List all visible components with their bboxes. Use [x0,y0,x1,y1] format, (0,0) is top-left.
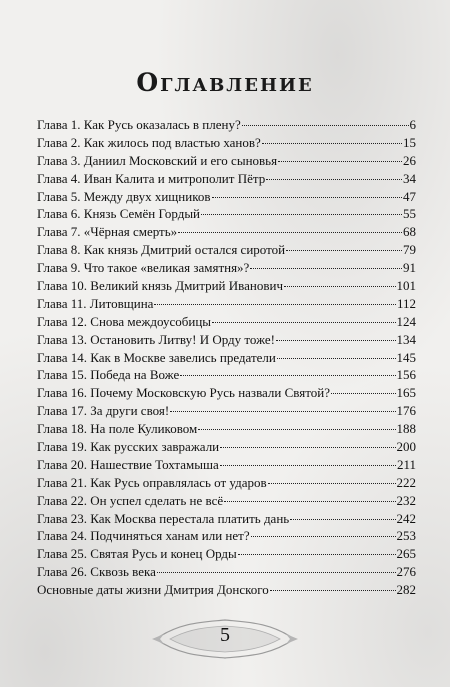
toc-leader-dots [212,321,395,323]
toc-entry-page: 112 [396,295,416,311]
toc-entry-title: Глава 11. Литовщина [37,295,154,311]
toc-entry [37,366,416,384]
toc-entry-page: 55 [403,206,416,222]
toc-entry-title: Глава 25. Святая Русь и конец Орды [37,546,237,562]
toc-leader-dots [262,142,402,144]
table-of-contents [37,116,416,599]
toc-entry [37,563,416,581]
toc-entry [37,402,416,420]
toc-entry-title: Глава 9. Что такое «великая замятня»? [37,260,250,276]
toc-leader-dots [270,589,396,591]
toc-leader-dots [250,267,402,269]
toc-entry [37,188,416,206]
toc-entry-page: 282 [396,582,416,598]
toc-entry [37,223,416,241]
toc-leader-dots [220,446,395,448]
toc-entry-page: 276 [396,564,416,580]
toc-leader-dots [220,464,396,466]
toc-entry-page: 26 [403,152,416,168]
toc-entry-title: Глава 15. Победа на Воже [37,367,180,383]
toc-entry [37,116,416,134]
toc-entry-title: Глава 18. На поле Куликовом [37,421,198,437]
toc-entry [37,510,416,528]
toc-entry-title: Глава 12. Снова междоусобицы [37,313,212,329]
toc-entry-title: Глава 8. Как князь Дмитрий остался сиротой [37,242,286,258]
toc-entry-title: Глава 13. Остановить Литву! И Орду тоже! [37,331,276,347]
toc-entry [37,152,416,170]
toc-entry-page: 124 [396,313,416,329]
toc-entry-title: Глава 17. За други своя! [37,403,170,419]
toc-entry-title: Глава 24. Подчиняться ханам или нет? [37,528,250,544]
toc-leader-dots [154,303,396,305]
toc-leader-dots [277,357,396,359]
toc-entry [37,295,416,313]
toc-entry-page: 68 [403,224,416,240]
toc-entry-page: 79 [403,242,416,258]
toc-entry-title: Глава 7. «Чёрная смерть» [37,224,178,240]
toc-entry [37,384,416,402]
toc-leader-dots [157,571,396,573]
toc-entry-page: 242 [396,510,416,526]
toc-leader-dots [212,196,402,198]
toc-leader-dots [284,285,396,287]
toc-entry-title: Глава 14. Как в Москве завелись предатели [37,349,276,365]
toc-entry-page: 91 [403,260,416,276]
toc-leader-dots [224,500,395,502]
toc-entry [37,527,416,545]
toc-entry-page: 176 [396,403,416,419]
toc-leader-dots [331,392,396,394]
toc-leader-dots [198,428,395,430]
toc-leader-dots [180,374,395,376]
toc-entry-page: 200 [396,439,416,455]
toc-entry-page: 253 [396,528,416,544]
toc-entry-title: Глава 3. Даниил Московский и его сыновья [37,152,278,168]
toc-entry [37,259,416,277]
page-number: 5 [220,624,230,646]
toc-leader-dots [276,339,395,341]
toc-entry [37,331,416,349]
toc-leader-dots [242,124,409,126]
toc-entry-title: Глава 10. Великий князь Дмитрий Иванович [37,278,283,294]
toc-entry-page: 47 [403,188,416,204]
toc-leader-dots [286,249,402,251]
toc-entry-page: 101 [396,278,416,294]
toc-entry-page: 34 [403,170,416,186]
toc-entry-title: Глава 2. Как жилось под властью ханов? [37,134,261,150]
toc-leader-dots [290,518,395,520]
toc-entry-page: 222 [396,474,416,490]
toc-entry-title: Глава 23. Как Москва перестала платить дань [37,510,290,526]
toc-entry-page: 211 [396,456,416,472]
toc-leader-dots [170,410,395,412]
toc-leader-dots [201,213,402,215]
toc-entry [37,277,416,295]
toc-entry [37,581,416,599]
toc-entry [37,134,416,152]
page-title: Оглавление [136,68,314,97]
toc-entry-title: Глава 19. Как русских завражали [37,439,220,455]
toc-entry [37,438,416,456]
toc-entry [37,545,416,563]
toc-entry-title: Глава 20. Нашествие Тохтамыша [37,456,219,472]
toc-entry [37,474,416,492]
toc-entry-title: Глава 22. Он успел сделать не всё [37,492,224,508]
toc-entry-page: 6 [409,117,416,132]
toc-entry [37,170,416,188]
toc-entry-title: Глава 1. Как Русь оказалась в плену? [37,117,241,132]
toc-entry [37,313,416,331]
toc-entry-page: 15 [403,134,416,150]
toc-entry [37,456,416,474]
toc-entry-page: 232 [396,492,416,508]
toc-leader-dots [268,482,396,484]
toc-leader-dots [266,178,402,180]
toc-leader-dots [278,160,402,162]
toc-entry-title: Глава 16. Почему Московскую Русь назвали Святой? [37,385,330,401]
toc-leader-dots [178,231,402,233]
toc-leader-dots [238,553,396,555]
toc-entry-page: 156 [396,367,416,383]
toc-entry-page: 188 [396,421,416,437]
toc-entry-page: 145 [396,349,416,365]
toc-entry [37,420,416,438]
toc-entry [37,241,416,259]
toc-entry-title: Основные даты жизни Дмитрия Донского [37,582,269,598]
toc-entry-title: Глава 5. Между двух хищников [37,188,211,204]
toc-entry-page: 265 [396,546,416,562]
toc-leader-dots [251,535,396,537]
toc-entry [37,492,416,510]
toc-entry-title: Глава 4. Иван Калита и митрополит Пётр [37,170,266,186]
toc-entry-title: Глава 26. Сквозь века [37,564,156,580]
toc-entry-title: Глава 21. Как Русь оправлялась от ударов [37,474,267,490]
toc-entry-page: 134 [396,331,416,347]
toc-entry-page: 165 [396,385,416,401]
toc-entry [37,349,416,367]
toc-entry-title: Глава 6. Князь Семён Гордый [37,206,201,222]
toc-entry [37,205,416,223]
